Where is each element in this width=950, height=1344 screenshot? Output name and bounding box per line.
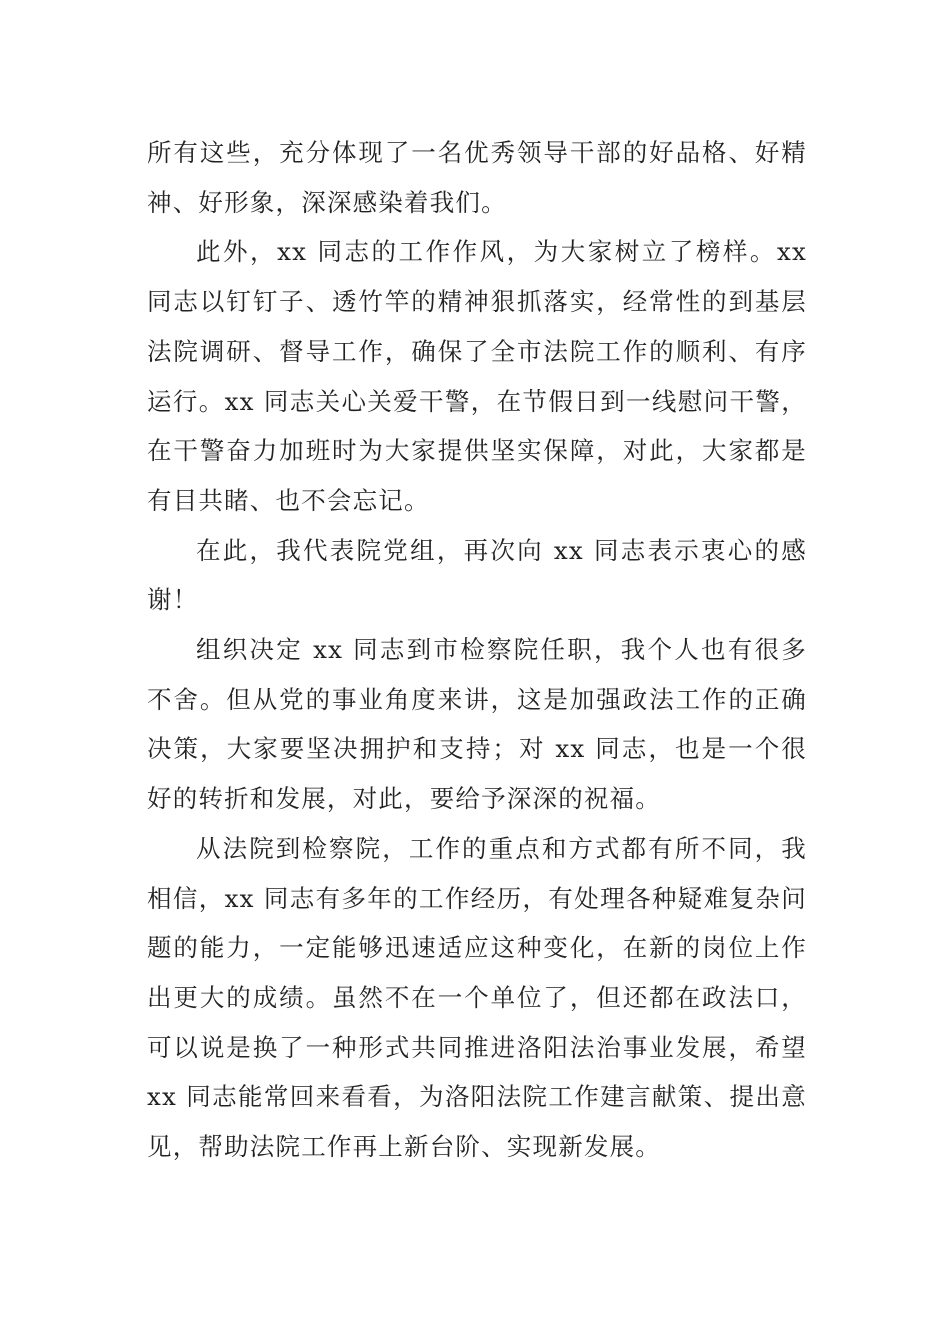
paragraph-2: 此外，xx 同志的工作作风，为大家树立了榜样。xx 同志以钉钉子、透竹竿的精神狠抓落实，经常性的到基层法院调研、督导工作，确保了全市法院工作的顺利、有序运行。xx 同志关心关爱干警，在节假日到一线慰问干警，在干警奋力加班时为大家提供坚实保障，对此，大家都是有目共睹、也不会忘记。 bbox=[147, 237, 807, 515]
paragraph-4: 组织决定 xx 同志到市检察院任职，我个人也有很多不舍。但从党的事业角度来讲，这是加强政法工作的正确决策，大家要坚决拥护和支持；对 xx 同志，也是一个很好的转折和发展，对此，要给予深深的祝福。 bbox=[147, 635, 807, 814]
paragraph-3: 在此，我代表院党组，再次向 xx 同志表示衷心的感谢！ bbox=[147, 535, 807, 615]
document-body bbox=[147, 128, 807, 1172]
paragraph-1: 所有这些，充分体现了一名优秀领导干部的好品格、好精神、好形象，深深感染着我们。 bbox=[147, 138, 807, 217]
paragraph-5: 从法院到检察院，工作的重点和方式都有所不同，我相信，xx 同志有多年的工作经历，有处理各种疑难复杂问题的能力，一定能够迅速适应这种变化，在新的岗位上作出更大的成绩。虽然不在一个单位了，但还都在政法口，可以说是换了一种形式共同推进洛阳法治事业发展，希望 xx 同志能常回来看看，为洛阳法院工作建言献策、提出意见，帮助法院工作再上新台阶、实现新发展。 bbox=[147, 833, 807, 1162]
